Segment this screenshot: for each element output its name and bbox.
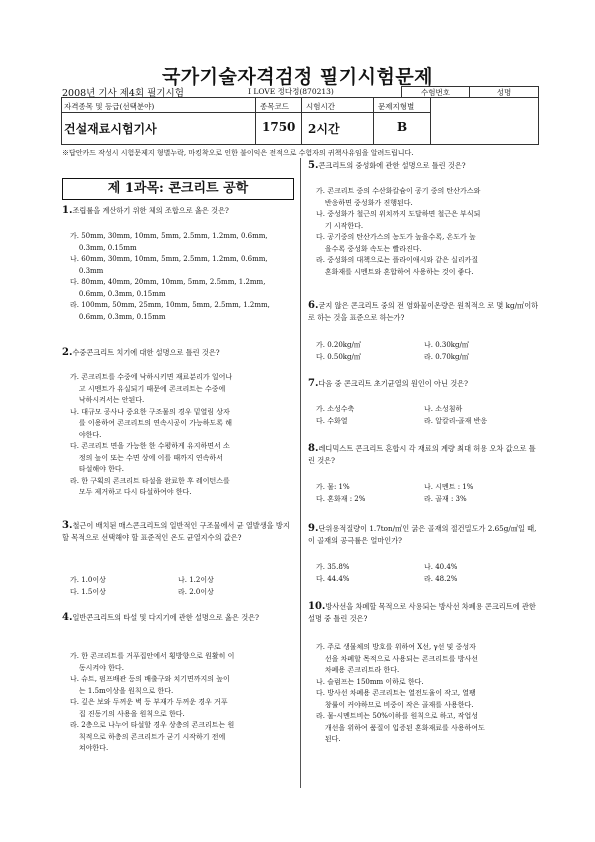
answer-option: 다. 수화열: [316, 417, 348, 425]
question-9: [308, 523, 540, 547]
answer-option: 다. 1.5이상: [70, 588, 106, 596]
code-label: 종목코드: [260, 102, 289, 111]
answer-option: 라. 100mm, 50mm, 25mm, 10mm, 5mm, 2.5mm, 1.2mm,: [70, 301, 270, 309]
answer-option: 는 1.5m이상을 원칙으로 한다.: [70, 686, 174, 695]
question-text: 철근이 배치된 매스콘크리트의 일반적인 구조물에서 균 열발생을 방지할 목적으로 선택해야 할 표준적인 온도 균열지수의 값은?: [62, 521, 290, 542]
question-4: [62, 612, 294, 624]
answer-option: 동시켜야 한다.: [70, 663, 124, 672]
question-8: [308, 443, 540, 467]
answer-option: 0.3mm: [70, 266, 104, 275]
question-7: [308, 378, 540, 390]
answer-option: 나. 소성침하: [424, 405, 463, 413]
subject-section-title: 제 1과목: 콘크리트 공학: [62, 178, 294, 200]
question-text: 콘크리트의 중성화에 관한 설명으로 틀린 것은?: [318, 161, 466, 170]
answer-option: 0.6mm, 0.3mm, 0.15mm: [70, 312, 166, 321]
answer-option: 나. 대규모 공사나 중요한 구조물의 경우 밑열림 상자: [70, 407, 230, 416]
answer-option: 나. 60mm, 30mm, 10mm, 5mm, 2.5mm, 1.2mm, 0.6mm,: [70, 255, 268, 263]
answer-option: 다. 깊은 보와 두꺼운 벽 등 부재가 두꺼운 경우 거푸: [70, 698, 228, 706]
answer-option: 정의 높이 또는 수면 상에 이를 때까지 연속하서: [70, 453, 223, 462]
answer-option: 라. 알칼리-골재 반응: [424, 417, 488, 425]
question-number: 1.: [62, 205, 73, 216]
answer-option: 나. 중성화가 철근의 위치까지 도달하면 철근은 부식되: [316, 210, 481, 218]
code-value: 1750: [262, 120, 296, 134]
question-number: 2.: [62, 347, 73, 358]
question-6: [308, 300, 540, 324]
notice-text: ※답안카드 작성시 시험문제지 형별누락, 마킹착오로 인한 불이익은 전적으로 수험자의 귀책사유임을 알려드립니다.: [62, 149, 414, 157]
answer-option: 개선을 위하여 품질이 입증된 혼화재료를 사용하여도: [316, 723, 485, 732]
answer-option: 칙적으로 하층의 콘크리트가 굳기 시작하기 전에: [70, 732, 226, 741]
question-text: 방사선을 차폐할 목적으로 사용되는 방사선 차폐용 콘크리트에 관한 설명 중 틀린 것은?: [308, 602, 536, 623]
question-text: 단위용적질량이 1.7ton/㎥인 굵은 골재의 절건밀도가 2.65g/㎤일 때, 이 골재의 공극률은 얼마인가?: [308, 524, 537, 545]
answer-option: 나. 40.4%: [424, 563, 458, 571]
answer-option: 다. 방사선 차폐용 콘크리트는 열전도율이 작고, 열팽: [316, 689, 476, 697]
answer-option: 차폐용 콘크리트라 한다.: [316, 666, 400, 674]
page-title: 국가기술자격검정 필기시험문제: [161, 66, 434, 88]
question-number: 7.: [308, 378, 319, 389]
question-text: 수중콘크리트 치기에 대한 설명으로 틀린 것은?: [72, 348, 220, 357]
question-5: [308, 160, 540, 172]
column-divider: [300, 158, 301, 788]
answer-option: 라. 중성화의 대책으로는 플라이애시와 같은 실리카질: [316, 256, 479, 264]
answer-option: 를 이용하여 콘크리트의 연속시공이 가능하도록 해: [70, 419, 233, 427]
answer-option: 기 시작한다.: [316, 221, 364, 230]
credit-text: I LOVE 정다정(870213): [248, 87, 334, 96]
answer-option: 낙하시켜서는 안된다.: [70, 396, 145, 404]
name-label: 성명: [469, 86, 539, 98]
answer-option: 다. 0.50kg/㎥: [316, 353, 361, 361]
answer-option: 라. 2층으로 나누어 타설할 경우 상층의 콘크리트는 원: [70, 721, 235, 729]
answer-option: 다. 공기중의 탄산가스의 농도가 높을수록, 온도가 높: [316, 233, 476, 241]
answer-option: 선을 차폐할 목적으로 사용되는 콘크리트를 방사선: [316, 654, 479, 663]
question-text: 굳지 않은 콘크리트 중의 전 염화물이온량은 원칙적으 로 몇 kg/㎥이하로 하는 것을 표준으로 하는가?: [308, 301, 539, 322]
answer-option: 고 시멘트가 유실되기 때문에 콘크리트는 수중에: [70, 384, 226, 393]
answer-option: 라. 0.70kg/㎥: [424, 353, 469, 361]
answer-option: 가. 35.8%: [316, 563, 350, 571]
answer-option: 나. 0.30kg/㎥: [424, 341, 469, 349]
question-3: [62, 520, 294, 544]
question-number: 3.: [62, 520, 73, 531]
answer-option: 반응하면 중성화가 진행된다.: [316, 198, 413, 207]
subject-label: 자격종목 및 등급(선택분야): [64, 102, 155, 111]
answer-option: 창률이 커야하므로 비중이 작은 골재를 사용한다.: [316, 700, 474, 709]
answer-option: 가. 콘크리트를 수중에 낙하시키면 재료분리가 일어나: [70, 373, 233, 381]
answer-option: 가. 0.20kg/㎥: [316, 341, 361, 349]
exam-round: 2008년 기사 제4회 필기시험: [62, 88, 184, 99]
answer-option: 0.3mm, 0.15mm: [70, 243, 137, 252]
question-text: 조립률을 계산하기 위한 체의 조합으로 옳은 것은?: [72, 206, 229, 215]
subject-value: 건설재료시험기사: [64, 122, 157, 136]
time-value: 2시간: [308, 122, 340, 136]
answer-option: 가. 주로 생물체의 방호를 위하여 X선, γ선 및 중성자: [316, 643, 476, 651]
answer-option: 나. 시멘트 : 1%: [424, 483, 474, 491]
question-2: [62, 347, 294, 359]
question-number: 9.: [308, 523, 319, 534]
question-number: 10.: [308, 601, 326, 612]
answer-option: 가. 콘크리트 중의 수산화칼슘이 공기 중의 탄산가스와: [316, 187, 481, 195]
answer-option: 라. 골재 : 3%: [424, 495, 467, 503]
answer-option: 야한다.: [70, 430, 102, 439]
question-number: 6.: [308, 300, 319, 311]
time-label: 시험시간: [306, 102, 335, 111]
question-text: 다음 중 콘크리트 초기균열의 원인이 아닌 것은?: [318, 379, 468, 388]
question-number: 8.: [308, 443, 319, 454]
answer-option: 나. 슬럼프는 150mm 이하로 한다.: [316, 677, 424, 686]
question-1: [62, 205, 294, 217]
question-number: 4.: [62, 612, 73, 623]
answer-option: 타설해야 한다.: [70, 465, 124, 473]
answer-option: 가. 50mm, 30mm, 10mm, 5mm, 2.5mm, 1.2mm, 0.6mm,: [70, 232, 268, 240]
answer-option: 된다.: [316, 735, 341, 743]
answer-option: 집 진동기의 사용을 원칙으로 한다.: [70, 709, 185, 718]
answer-option: 다. 콘크리트 면을 가능한 한 수평하게 유지하면서 소: [70, 442, 230, 450]
answer-option: 라. 물-시멘트비는 50%이하를 원칙으로 하고, 작업성: [316, 712, 478, 720]
question-text: 일반콘크리트의 타설 및 다지기에 관한 설명으로 옳은 것은?: [72, 613, 259, 622]
answer-option: 가. 한 콘크리트를 거푸집안에서 횡방향으로 원활히 이: [70, 652, 235, 660]
answer-option: 가. 소성수축: [316, 405, 355, 413]
answer-option: 다. 44.4%: [316, 575, 350, 583]
answer-option: 라. 2.0이상: [178, 588, 214, 596]
answer-option: 가. 물: 1%: [316, 483, 350, 491]
answer-option: 0.6mm, 0.3mm, 0.15mm: [70, 289, 166, 298]
answer-option: 모두 제거하고 다시 타설하여야 한다.: [70, 488, 192, 496]
answer-option: 혼화재를 시멘트와 혼합하여 사용하는 것이 좋다.: [316, 267, 474, 276]
question-text: 레디믹스트 콘크리트 혼합시 각 재료의 계량 최대 허용 오차 값으로 틀린 것은?: [308, 444, 536, 465]
answer-option: 나. 1.2이상: [178, 576, 214, 584]
answer-option: 을수록 중성화 속도는 빨라진다.: [316, 244, 422, 253]
answer-option: 나. 슈트, 펌프배관 등의 배출구와 치기면까지의 높이: [70, 675, 230, 683]
answer-option: 다. 혼화재 : 2%: [316, 495, 366, 503]
type-value: B: [397, 120, 408, 134]
question-number: 5.: [308, 160, 319, 171]
answer-option: 라. 한 구획의 콘크리트 타설을 완료한 후 레이턴스를: [70, 476, 230, 485]
exam-number-label: 수험번호: [401, 86, 470, 98]
answer-option: 쳐야한다.: [70, 744, 109, 752]
answer-option: 라. 48.2%: [424, 575, 458, 583]
answer-option: 가. 1.0이상: [70, 576, 106, 584]
answer-option: 다. 80mm, 40mm, 20mm, 10mm, 5mm, 2.5mm, 1.2mm,: [70, 278, 266, 286]
type-label: 문제지형별: [378, 102, 415, 111]
question-10: [308, 601, 540, 625]
